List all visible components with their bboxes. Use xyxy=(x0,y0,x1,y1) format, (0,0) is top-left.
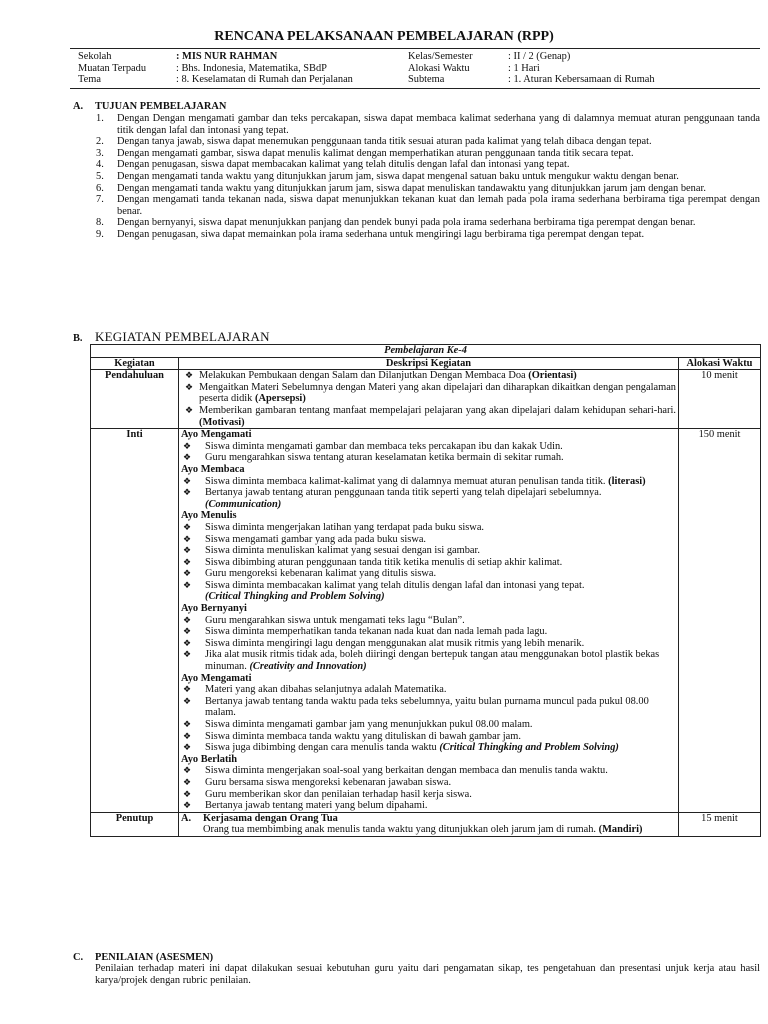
list-item xyxy=(181,649,676,672)
assessment-text: Penilaian terhadap materi ini dapat dilakukan sesuai kebutuhan guru yaitu dari pengamatan sikap, tes pengetahuan dan presentasi unjuk kerja atau hasil karya/projek dengan rubric penilaian. xyxy=(95,963,760,986)
objective-text: Dengan mengamati tanda waktu yang ditunjukkan jarum jam, siswa dapat mengenal satuan baku untuk mengukur waktu dengan benar. xyxy=(117,170,679,182)
meeting-label: Pembelajaran Ke-4 xyxy=(91,345,761,358)
bullet-icon: ❖ xyxy=(183,684,192,695)
bullet-icon: ❖ xyxy=(183,788,192,799)
label-theme: Tema xyxy=(78,74,101,86)
subheading-write: Ayo Menulis xyxy=(181,510,237,522)
bullet-icon: ❖ xyxy=(183,800,192,811)
table-header-row xyxy=(91,357,761,370)
value-theme: : 8. Keselamatan di Rumah dan Perjalanan xyxy=(176,74,353,86)
section-a-title: TUJUAN PEMBELAJARAN xyxy=(95,101,227,112)
objective-number: 8. xyxy=(96,217,104,229)
item-tag: (Communication) xyxy=(205,498,282,510)
opening-description xyxy=(179,370,679,429)
bullet-icon: ❖ xyxy=(183,730,192,741)
item-tag: (literasi) xyxy=(608,475,646,487)
learning-objectives-list xyxy=(96,113,760,241)
list-item xyxy=(181,452,676,464)
list-item xyxy=(181,742,676,754)
item-text: Guru memberikan skor dan penilaian terhadap hasil kerja siswa. xyxy=(205,788,472,800)
closing-title: Kerjasama dengan Orang Tua xyxy=(203,812,338,824)
page-title: RENCANA PELAKSANAAN PEMBELAJARAN (RPP) xyxy=(214,29,554,44)
item-text: Guru mengarahkan siswa tentang aturan keselamatan ketika bermain di sekitar rumah. xyxy=(205,452,564,464)
objective-item xyxy=(96,217,760,229)
section-b-title: KEGIATAN PEMBELAJARAN xyxy=(95,329,270,344)
core-description xyxy=(179,429,679,813)
objective-number: 9. xyxy=(96,228,104,240)
closing-row xyxy=(91,812,761,836)
list-item xyxy=(181,731,676,743)
subheading-observe: Ayo Mengamati xyxy=(181,429,252,441)
list-item xyxy=(181,696,676,719)
objective-item xyxy=(96,194,760,217)
label-school: Sekolah xyxy=(78,51,112,62)
skill-note: (Critical Thingking and Problem Solving) xyxy=(205,591,385,603)
value-subtheme: : 1. Aturan Kebersamaan di Rumah xyxy=(508,74,655,86)
objective-text: Dengan penugasan, siswa dapat membacakan kalimat yang telah ditulis dengan lafal dan intonasi yang tepat. xyxy=(117,159,570,171)
header-activity: Kegiatan xyxy=(91,357,179,370)
objective-number: 1. xyxy=(96,113,104,124)
item-text: Siswa dibimbing aturan penggunaan tanda titik ketika menulis di setiap akhir kalimat. xyxy=(205,556,563,568)
bullet-icon: ❖ xyxy=(183,556,192,567)
objective-number: 7. xyxy=(96,194,104,206)
item-text: Siswa juga dibimbing dengan cara menulis tanda waktu xyxy=(205,742,440,754)
item-text: Guru mengoreksi kebenaran kalimat yang ditulis siswa. xyxy=(205,568,437,580)
objective-item xyxy=(96,159,760,171)
item-text: Siswa mengamati gambar yang ada pada buku siswa. xyxy=(205,533,427,545)
section-a-letter: A. xyxy=(73,101,84,112)
item-text: Siswa diminta membacakan kalimat yang telah ditulis dengan lafal dan intonasi yang tepat. xyxy=(205,579,585,591)
list-item xyxy=(181,534,676,546)
bullet-icon: ❖ xyxy=(183,614,192,625)
opening-time: 10 menit xyxy=(679,370,761,429)
item-text: Siswa diminta mengamati gambar jam yang menunjukkan pukul 08.00 malam. xyxy=(205,719,533,730)
bullet-icon: ❖ xyxy=(185,404,194,415)
subheading-practice: Ayo Berlatih xyxy=(181,753,238,765)
item-text: Siswa diminta mengamati gambar dan membaca teks percakapan ibu dan kakak Udin. xyxy=(205,440,563,452)
core-row xyxy=(91,429,761,813)
item-text: Siswa diminta memperhatikan tanda tekanan nada kuat dan nada lemah pada lagu. xyxy=(205,626,548,638)
objective-text: Dengan penugasan, siwa dapat memainkan pola irama sederhana untuk mengiringi lagu berbirama tiga perempat dengan tepat. xyxy=(117,228,645,240)
item-text: Materi yang akan dibahas selanjutnya adalah Matematika. xyxy=(205,684,447,696)
subheading-observe-2: Ayo Mengamati xyxy=(181,672,252,684)
list-item xyxy=(181,487,676,510)
closing-description xyxy=(179,812,679,836)
list-item xyxy=(181,638,676,650)
closing-time: 15 menit xyxy=(679,812,761,836)
header-time: Alokasi Waktu xyxy=(679,357,761,370)
section-a-heading xyxy=(73,101,226,113)
section-c-letter: C. xyxy=(73,952,84,963)
list-item xyxy=(181,382,676,405)
list-item xyxy=(181,441,676,453)
bullet-icon: ❖ xyxy=(183,626,192,637)
bullet-icon: ❖ xyxy=(185,370,194,381)
item-text: Melakukan Pembukaan dengan Salam dan Dilanjutkan Dengan Membaca Doa xyxy=(199,370,529,382)
label-time-allocation: Alokasi Waktu xyxy=(408,62,470,74)
objective-item xyxy=(96,183,760,195)
item-text: Memberikan gambaran tentang manfaat mempelajari pelajaran yang akan dipelajari dalam kehidupan sehari-hari. xyxy=(199,404,676,416)
item-text: Guru bersama siswa mengoreksi kebenaran jawaban siswa. xyxy=(205,776,452,788)
bullet-icon: ❖ xyxy=(183,475,192,486)
bullet-icon: ❖ xyxy=(183,568,192,579)
item-text: Bertanya jawab tentang materi yang belum dipahami. xyxy=(205,800,428,812)
label-integrated-subjects: Muatan Terpadu xyxy=(78,62,147,74)
objective-item xyxy=(96,113,760,136)
item-text: Bertanya jawab tentang tanda waktu pada teks sebelumnya, yaitu bulan purnama muncul pada pukul 08.00 malam. xyxy=(205,695,649,719)
item-text: Siswa diminta membaca kalimat-kalimat yang di dalamnya memuat aturan penulisan tanda titik. xyxy=(205,475,609,487)
item-text: Siswa diminta menuliskan kalimat yang sesuai dengan isi gambar. xyxy=(205,545,481,557)
closing-text: Orang tua membimbing anak menulis tanda waktu yang ditunjukkan oleh jarum jam di rumah. xyxy=(203,824,599,836)
core-time: 150 menit xyxy=(679,429,761,813)
list-item xyxy=(181,789,676,801)
phase-closing: Penutup xyxy=(91,812,179,836)
list-item xyxy=(181,557,676,569)
bullet-icon: ❖ xyxy=(183,742,192,753)
objective-item xyxy=(96,229,760,241)
label-class-semester: Kelas/Semester xyxy=(408,51,473,62)
bullet-icon: ❖ xyxy=(183,440,192,451)
bullet-icon: ❖ xyxy=(183,695,192,706)
objective-text: Dengan tanya jawab, siswa dapat menemukan penggunaan tanda titik sesuai aturan pada kalimat yang telah dibaca dengan tepat. xyxy=(117,136,652,148)
bullet-icon: ❖ xyxy=(183,533,192,544)
bullet-icon: ❖ xyxy=(183,545,192,556)
value-time-allocation: : 1 Hari xyxy=(508,62,540,74)
list-item xyxy=(181,615,676,627)
identity-row-subjects xyxy=(70,63,760,75)
bullet-icon: ❖ xyxy=(183,637,192,648)
header-description: Deskripsi Kegiatan xyxy=(179,357,679,370)
list-item xyxy=(181,476,676,488)
list-item xyxy=(181,568,676,580)
bullet-icon: ❖ xyxy=(183,776,192,787)
bullet-icon: ❖ xyxy=(183,719,192,729)
identity-block xyxy=(70,48,760,89)
list-item xyxy=(181,777,676,789)
list-item xyxy=(181,370,676,382)
activities-table xyxy=(90,344,761,837)
closing-heading xyxy=(181,813,676,825)
item-tag: (Critical Thingking and Problem Solving) xyxy=(439,742,619,754)
phase-core: Inti xyxy=(91,429,179,813)
list-item xyxy=(181,545,676,557)
list-item xyxy=(181,719,676,731)
objective-item xyxy=(96,148,760,160)
objective-text: Dengan Dengan mengamati gambar dan teks percakapan, siswa dapat membaca kalimat sederhana yang di dalamnya memuat aturan penggunaan tanda titik dengan lafal dan intonasi yang tepat. xyxy=(117,113,760,136)
list-item xyxy=(181,800,676,812)
item-text: Siswa diminta mengerjakan latihan yang terdapat pada buku siswa. xyxy=(205,521,485,533)
bullet-icon: ❖ xyxy=(183,649,192,660)
list-item xyxy=(181,626,676,638)
objective-number: 2. xyxy=(96,136,104,148)
section-b-letter: B. xyxy=(73,333,83,344)
item-text: Siswa diminta mengiringi lagu dengan menggunakan alat musik ritmis yang lebih menarik. xyxy=(205,637,585,649)
item-text: Siswa diminta mengerjakan soal-soal yang berkaitan dengan membaca dan menulis tanda waktu. xyxy=(205,765,608,777)
list-item xyxy=(181,522,676,534)
item-tag: (Orientasi) xyxy=(528,370,577,382)
item-text: Jika alat musik ritmis tidak ada, boleh diiringi dengan bertepuk tangan atau menggunakan botol plastik bekas minuman. xyxy=(205,649,660,673)
objective-number: 4. xyxy=(96,159,104,171)
subheading-sing: Ayo Bernyanyi xyxy=(181,603,247,615)
item-text: Guru mengarahkan siswa untuk mengamati teks lagu “Bulan”. xyxy=(205,614,465,626)
item-text: Mengaitkan Materi Sebelumnya dengan Materi yang akan dipelajari dan diharapkan dikaitkan dengan pengalaman peserta didik xyxy=(199,381,676,405)
objective-number: 6. xyxy=(96,182,104,194)
objective-item xyxy=(96,171,760,183)
bullet-icon: ❖ xyxy=(183,765,192,776)
closing-tag: (Mandiri) xyxy=(598,824,643,836)
list-item xyxy=(181,765,676,777)
meeting-row xyxy=(91,345,761,358)
bullet-icon: ❖ xyxy=(183,487,192,498)
phase-opening: Pendahuluan xyxy=(91,370,179,429)
bullet-icon: ❖ xyxy=(183,452,192,463)
objective-text: Dengan mengamati tanda tekanan nada, siswa dapat menunjukkan tekanan kuat dan lemah pada pola irama sederhana berbirama tiga perempat dengan benar. xyxy=(117,194,760,217)
objective-number: 5. xyxy=(96,170,104,182)
item-text: Bertanya jawab tentang aturan penggunaan tanda titik seperti yang telah dipelajari sebelumnya. xyxy=(205,487,602,499)
list-item xyxy=(181,580,676,592)
identity-row-school xyxy=(70,51,760,63)
bullet-icon: ❖ xyxy=(183,521,192,532)
section-c-heading xyxy=(73,952,213,964)
value-school: : MIS NUR RAHMAN xyxy=(176,51,278,62)
subheading-read: Ayo Membaca xyxy=(181,463,245,475)
label-subtheme: Subtema xyxy=(408,74,445,86)
identity-row-theme xyxy=(70,74,760,86)
list-item xyxy=(181,405,676,428)
objective-text: Dengan bernyanyi, siswa dapat menunjukkan panjang dan pendek bunyi pada pola irama sederhana berbirama tiga perempat dengan benar. xyxy=(117,217,696,229)
closing-text-block xyxy=(181,824,676,836)
value-integrated-subjects: : Bhs. Indonesia, Matematika, SBdP xyxy=(176,62,327,74)
objective-text: Dengan mengamati tanda waktu yang ditunjukkan jarum jam, siswa dapat menuliskan tandawaktu yang ditunjukkan jarum jam dengan benar. xyxy=(117,182,706,194)
value-class-semester: : II / 2 (Genap) xyxy=(508,51,571,62)
bullet-icon: ❖ xyxy=(185,381,194,392)
objective-number: 3. xyxy=(96,147,104,159)
item-tag: (Motivasi) xyxy=(199,416,245,428)
item-tag: (Apersepsi) xyxy=(254,393,306,405)
bullet-icon: ❖ xyxy=(183,579,192,590)
section-c-title: PENILAIAN (ASESMEN) xyxy=(95,952,214,963)
objective-item xyxy=(96,136,760,148)
opening-row xyxy=(91,370,761,429)
list-item xyxy=(181,684,676,696)
item-tag: (Creativity and Innovation) xyxy=(249,661,367,673)
item-text: Siswa diminta membaca tanda waktu yang dituliskan di bawah gambar jam. xyxy=(205,730,521,742)
objective-text: Dengan mengamati gambar, siswa dapat menulis kalimat dengan memperhatikan aturan penggunaan tanda titik secara tepat. xyxy=(117,147,634,159)
closing-letter: A. xyxy=(181,812,192,824)
